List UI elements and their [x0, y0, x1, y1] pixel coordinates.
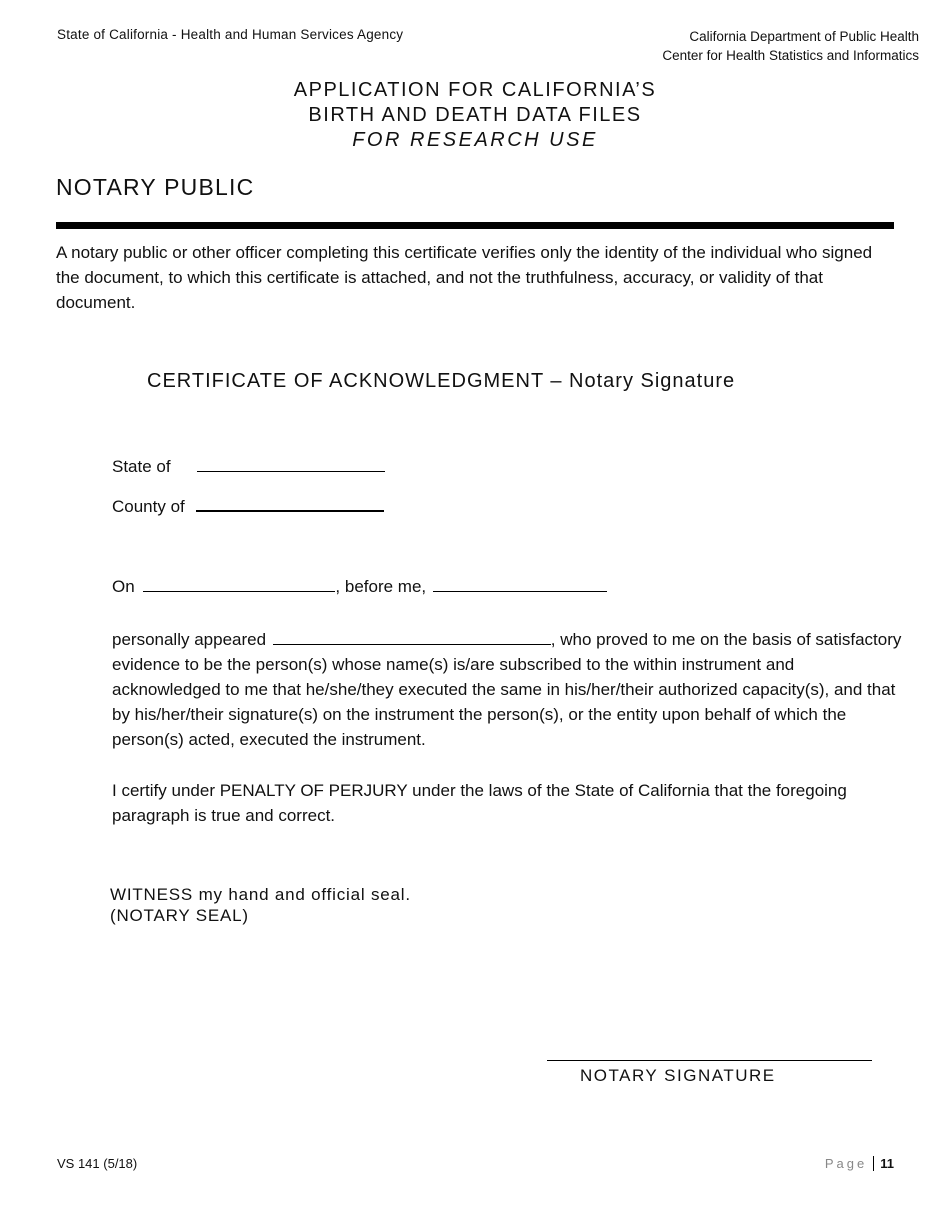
- title-line1: APPLICATION FOR CALIFORNIA’S: [293, 79, 657, 101]
- appeared-paragraph: [112, 627, 902, 752]
- county-row: [112, 494, 384, 519]
- appeared-paragraph-rest: satisfactory evidence to be the person(s) whose name(s) is/are subscribed to the within instrument and acknowledged to me that he/she/they executed the same in his/her/their authorized capacity(s), and that by his/her/their signature(s) on the instrument the person(s), or the entity upon behalf of which the person(s) acted, executed the instrument.: [112, 630, 902, 749]
- county-field[interactable]: [196, 496, 384, 512]
- notary-signature-line[interactable]: [547, 1060, 872, 1061]
- before-me-label: , before me,: [335, 577, 427, 596]
- county-label: County of: [112, 497, 185, 516]
- date-officer-row: [112, 574, 607, 599]
- form-id: VS 141 (5/18): [57, 1156, 138, 1171]
- header-department-line2: Center for Health Statistics and Informatics: [662, 48, 919, 63]
- intro-text: A notary public or other officer completing this certificate verifies only the identity of the individual who signed the document, to which this certificate is attached, and not the truthfulness, accuracy, or validity of that document.: [56, 243, 873, 312]
- header-agency: State of California - Health and Human Services Agency: [57, 27, 404, 42]
- personally-appeared-label: personally appeared: [112, 630, 267, 649]
- state-label: State of: [112, 457, 171, 476]
- perjury-text: I certify under PENALTY OF PERJURY under the laws of the State of California that the foregoing paragraph is true and correct.: [112, 781, 847, 825]
- on-label: On: [112, 577, 135, 596]
- title-line2: BIRTH AND DEATH DATA FILES: [308, 104, 642, 126]
- page-label: Page: [824, 1156, 868, 1171]
- appeared-continuation: , who proved to me on the basis of: [550, 630, 811, 649]
- officer-name-field[interactable]: [433, 577, 607, 592]
- certificate-title: CERTIFICATE OF ACKNOWLEDGMENT – Notary Signature: [147, 370, 736, 392]
- date-field[interactable]: [143, 577, 335, 592]
- section-divider: [56, 222, 894, 229]
- notary-seal-label: (NOTARY SEAL): [110, 906, 249, 925]
- title-line3: FOR RESEARCH USE: [352, 129, 598, 151]
- notary-signature-label: NOTARY SIGNATURE: [580, 1066, 776, 1085]
- header-department: [662, 27, 919, 65]
- state-field[interactable]: [197, 457, 385, 472]
- witness-line: WITNESS my hand and official seal.: [110, 885, 411, 904]
- witness-block: [110, 884, 411, 926]
- header-department-line1: California Department of Public Health: [689, 29, 919, 44]
- document-title: [0, 78, 950, 153]
- state-row: [112, 454, 385, 479]
- signer-name-field[interactable]: [273, 630, 551, 645]
- section-title: NOTARY PUBLIC: [56, 174, 255, 200]
- page-indicator: [825, 1156, 894, 1171]
- page-number: 11: [873, 1156, 894, 1171]
